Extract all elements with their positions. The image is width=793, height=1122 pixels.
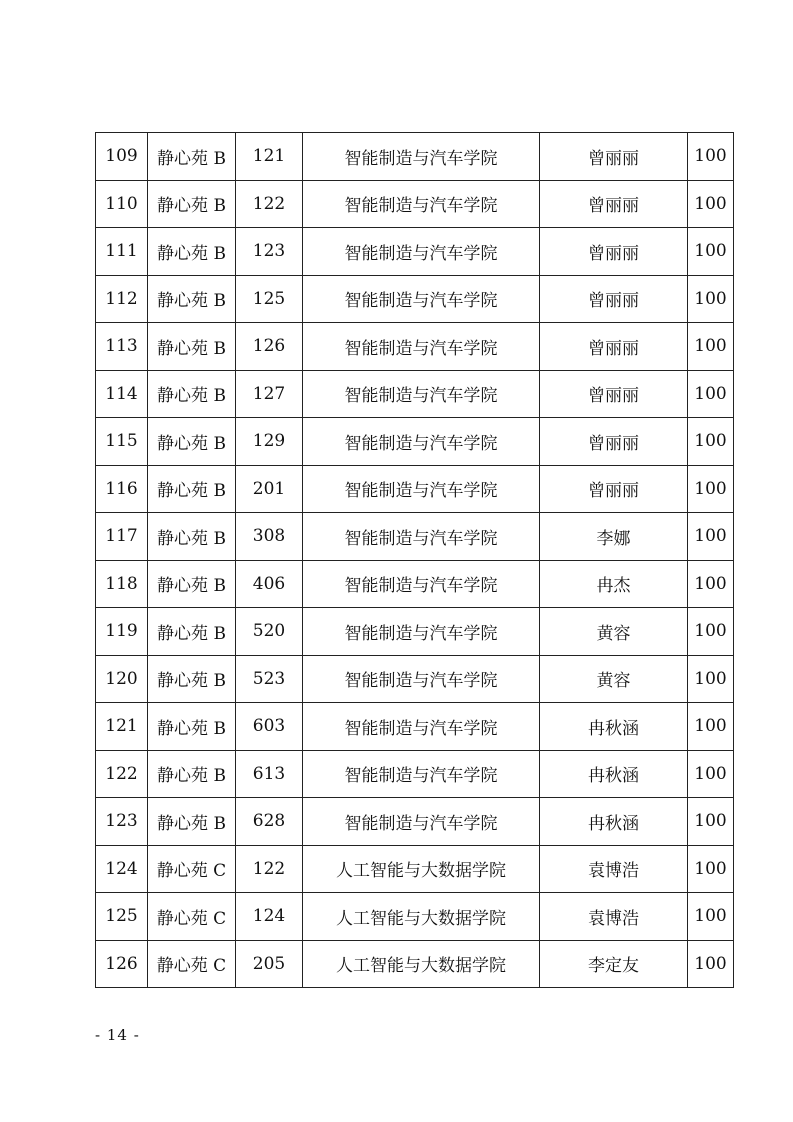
building-cell: 静心苑 B [148,655,236,703]
dorm-head-cell: 冉秋涵 [540,750,688,798]
college-cell: 人工智能与大数据学院 [303,893,540,941]
building-cell: 静心苑 B [148,703,236,751]
dorm-head-cell: 曾丽丽 [540,180,688,228]
row-number-cell: 115 [96,418,148,466]
score-cell: 100 [688,513,734,561]
room-number-cell: 121 [236,133,303,181]
dorm-head-cell: 黄容 [540,655,688,703]
college-cell: 智能制造与汽车学院 [303,418,540,466]
table-row [96,750,734,798]
dorm-head-cell: 曾丽丽 [540,370,688,418]
room-number-cell: 613 [236,750,303,798]
table-row [96,893,734,941]
room-number-cell: 308 [236,513,303,561]
college-cell: 智能制造与汽车学院 [303,513,540,561]
dorm-head-cell: 曾丽丽 [540,323,688,371]
row-number-cell: 123 [96,798,148,846]
dorm-head-cell: 李定友 [540,940,688,988]
table-row [96,418,734,466]
college-cell: 智能制造与汽车学院 [303,370,540,418]
room-number-cell: 127 [236,370,303,418]
row-number-cell: 120 [96,655,148,703]
dorm-head-cell: 曾丽丽 [540,465,688,513]
table-row [96,180,734,228]
college-cell: 智能制造与汽车学院 [303,133,540,181]
score-cell: 100 [688,750,734,798]
college-cell: 智能制造与汽车学院 [303,798,540,846]
building-cell: 静心苑 B [148,465,236,513]
table-row [96,845,734,893]
room-number-cell: 124 [236,893,303,941]
row-number-cell: 110 [96,180,148,228]
score-cell: 100 [688,323,734,371]
college-cell: 智能制造与汽车学院 [303,655,540,703]
college-cell: 智能制造与汽车学院 [303,608,540,656]
table-row [96,608,734,656]
score-cell: 100 [688,608,734,656]
score-cell: 100 [688,228,734,276]
room-number-cell: 406 [236,560,303,608]
college-cell: 智能制造与汽车学院 [303,275,540,323]
room-number-cell: 125 [236,275,303,323]
row-number-cell: 122 [96,750,148,798]
score-cell: 100 [688,655,734,703]
row-number-cell: 126 [96,940,148,988]
building-cell: 静心苑 B [148,370,236,418]
building-cell: 静心苑 B [148,228,236,276]
table-row [96,275,734,323]
score-cell: 100 [688,275,734,323]
row-number-cell: 117 [96,513,148,561]
row-number-cell: 113 [96,323,148,371]
score-cell: 100 [688,370,734,418]
dorm-head-cell: 黄容 [540,608,688,656]
row-number-cell: 114 [96,370,148,418]
room-number-cell: 122 [236,180,303,228]
building-cell: 静心苑 B [148,608,236,656]
dorm-head-cell: 李娜 [540,513,688,561]
college-cell: 智能制造与汽车学院 [303,228,540,276]
row-number-cell: 111 [96,228,148,276]
score-cell: 100 [688,798,734,846]
table-row [96,370,734,418]
dorm-head-cell: 冉杰 [540,560,688,608]
dorm-head-cell: 曾丽丽 [540,228,688,276]
room-number-cell: 523 [236,655,303,703]
building-cell: 静心苑 B [148,750,236,798]
row-number-cell: 112 [96,275,148,323]
building-cell: 静心苑 B [148,798,236,846]
table-row [96,798,734,846]
score-cell: 100 [688,465,734,513]
score-cell: 100 [688,893,734,941]
building-cell: 静心苑 B [148,560,236,608]
dorm-head-cell: 袁博浩 [540,845,688,893]
building-cell: 静心苑 C [148,893,236,941]
room-number-cell: 129 [236,418,303,466]
dorm-head-cell: 冉秋涵 [540,703,688,751]
table-row [96,133,734,181]
building-cell: 静心苑 B [148,275,236,323]
dorm-head-cell: 袁博浩 [540,893,688,941]
room-number-cell: 122 [236,845,303,893]
table-body [96,133,734,988]
row-number-cell: 124 [96,845,148,893]
dormitory-score-table [95,132,734,988]
room-number-cell: 603 [236,703,303,751]
score-cell: 100 [688,703,734,751]
table-row [96,655,734,703]
table-row [96,940,734,988]
score-cell: 100 [688,133,734,181]
college-cell: 人工智能与大数据学院 [303,940,540,988]
row-number-cell: 121 [96,703,148,751]
table-row [96,228,734,276]
room-number-cell: 205 [236,940,303,988]
row-number-cell: 109 [96,133,148,181]
score-cell: 100 [688,418,734,466]
building-cell: 静心苑 C [148,940,236,988]
row-number-cell: 116 [96,465,148,513]
score-cell: 100 [688,940,734,988]
college-cell: 智能制造与汽车学院 [303,323,540,371]
table-row [96,560,734,608]
college-cell: 智能制造与汽车学院 [303,703,540,751]
table-row [96,513,734,561]
score-cell: 100 [688,560,734,608]
table-row [96,465,734,513]
building-cell: 静心苑 C [148,845,236,893]
building-cell: 静心苑 B [148,513,236,561]
row-number-cell: 125 [96,893,148,941]
room-number-cell: 520 [236,608,303,656]
table-row [96,323,734,371]
room-number-cell: 628 [236,798,303,846]
college-cell: 人工智能与大数据学院 [303,845,540,893]
room-number-cell: 201 [236,465,303,513]
room-number-cell: 123 [236,228,303,276]
college-cell: 智能制造与汽车学院 [303,560,540,608]
building-cell: 静心苑 B [148,133,236,181]
building-cell: 静心苑 B [148,180,236,228]
dorm-head-cell: 曾丽丽 [540,275,688,323]
building-cell: 静心苑 B [148,323,236,371]
dorm-head-cell: 冉秋涵 [540,798,688,846]
row-number-cell: 118 [96,560,148,608]
dorm-head-cell: 曾丽丽 [540,418,688,466]
dorm-head-cell: 曾丽丽 [540,133,688,181]
building-cell: 静心苑 B [148,418,236,466]
college-cell: 智能制造与汽车学院 [303,180,540,228]
college-cell: 智能制造与汽车学院 [303,465,540,513]
page-number: - 14 - [95,1026,140,1044]
room-number-cell: 126 [236,323,303,371]
college-cell: 智能制造与汽车学院 [303,750,540,798]
row-number-cell: 119 [96,608,148,656]
score-cell: 100 [688,845,734,893]
score-cell: 100 [688,180,734,228]
table-row [96,703,734,751]
